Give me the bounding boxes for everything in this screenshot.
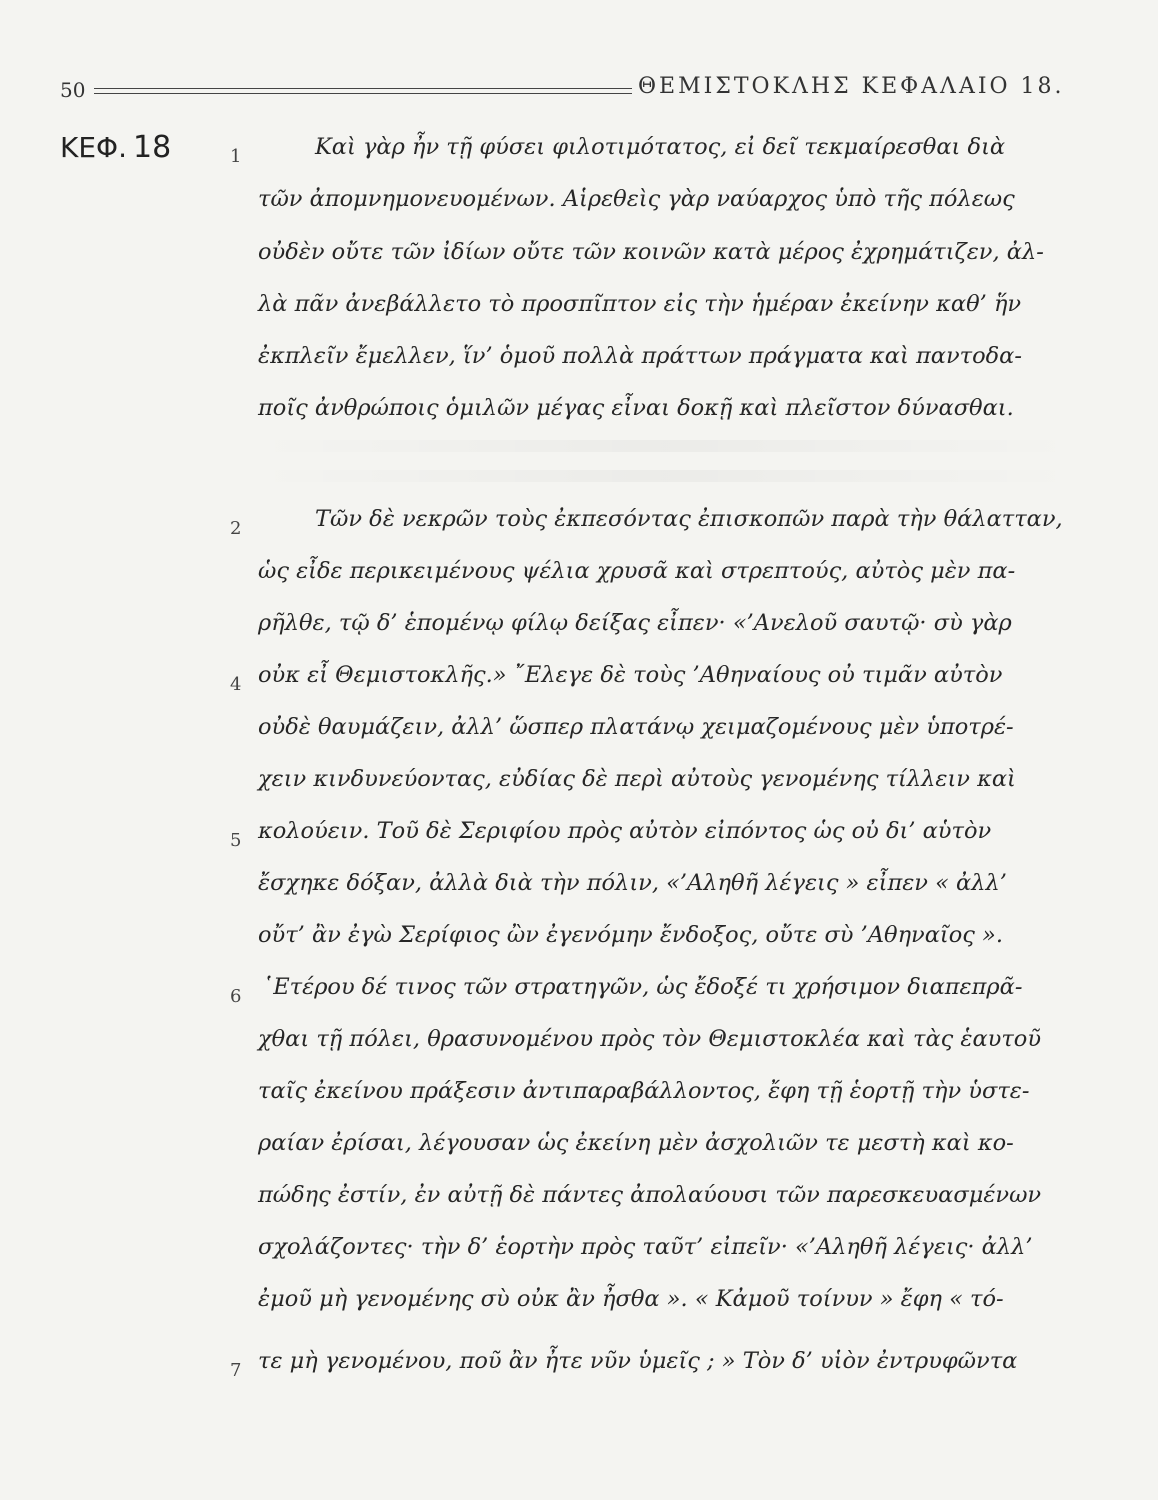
bleed-through-band [250,440,1080,452]
text-line: τε μὴ γενομένου, ποῦ ἂν ἦτε νῦν ὑμεῖς ; » Τὸν δ’ υἱὸν ἐντρυφῶντα [258,1348,1018,1374]
running-title: ΘΕΜΙΣΤΟΚΛΗΣ ΚΕΦΑΛΑΙΟ 18. [638,74,1065,99]
text-line: τῶν ἀπομνημονευομένων. Αἱρεθεὶς γὰρ ναύαρχος ὑπὸ τῆς πόλεως [258,186,1015,212]
section-marker: 7 [230,1360,242,1381]
text-line: ποῖς ἀνθρώποις ὁμιλῶν μέγας εἶναι δοκῇ καὶ πλεῖστον δύνασθαι. [258,395,1014,421]
text-line: ρῆλθε, τῷ δ’ ἑπομένῳ φίλῳ δείξας εἶπεν· «’Ανελοῦ σαυτῷ· σὺ γὰρ [258,610,1012,636]
text-line: λὰ πᾶν ἀνεβάλλετο τὸ προσπῖπτον εἰς τὴν ἡμέραν ἐκείνην καθ’ ἥν [258,291,1022,317]
text-line: ῾Ετέρου δέ τινος τῶν στρατηγῶν, ὡς ἔδοξέ τι χρήσιμον διαπεπρᾶ- [262,974,1023,1000]
section-marker: 2 [230,518,242,539]
section-marker: 5 [230,830,242,851]
chapter-label [60,130,171,165]
text-line: Καὶ γὰρ ἦν τῇ φύσει φιλοτιμότατος, εἰ δεῖ τεκμαίρεσθαι διὰ [315,134,1006,160]
bleed-through-band [250,470,1080,482]
section-marker: 6 [230,986,242,1007]
header-rule [94,88,632,89]
text-line: πώδης ἐστίν, ἐν αὐτῇ δὲ πάντες ἀπολαύουσι τῶν παρεσκευασμένων [258,1182,1042,1208]
text-line: ὡς εἶδε περικειμένους ψέλια χρυσᾶ καὶ στρεπτούς, αὐτὸς μὲν πα- [258,558,1016,584]
running-header [60,72,1080,108]
header-rule-second [94,93,632,94]
text-line: ραίαν ἐρίσαι, λέγουσαν ὡς ἐκείνη μὲν ἀσχολιῶν τε μεστὴ καὶ κο- [258,1130,1014,1156]
text-line: ταῖς ἐκείνου πράξεσιν ἀντιπαραβάλλοντος, ἔφη τῇ ἑορτῇ τὴν ὑστε- [258,1078,1030,1104]
section-marker: 1 [230,146,242,167]
section-marker: 4 [230,674,242,695]
text-line: χθαι τῇ πόλει, θρασυνομένου πρὸς τὸν Θεμιστοκλέα καὶ τὰς ἑαυτοῦ [258,1026,1042,1052]
text-line: σχολάζοντες· τὴν δ’ ἑορτὴν πρὸς ταῦτ’ εἰπεῖν· «’Αληθῆ λέγεις· ἀλλ’ [258,1234,1033,1260]
chapter-number: 18 [133,130,172,165]
text-line: ἐκπλεῖν ἔμελλεν, ἵν’ ὁμοῦ πολλὰ πράττων πράγματα καὶ παντοδα- [258,343,1022,369]
text-line: οὐδὲ θαυμάζειν, ἀλλ’ ὥσπερ πλατάνῳ χειμαζομένους μὲν ὑποτρέ- [258,714,1014,740]
text-line: χειν κινδυνεύοντας, εὐδίας δὲ περὶ αὐτοὺς γενομένης τίλλειν καὶ [258,766,1016,792]
text-line: ἐμοῦ μὴ γενομένης σὺ οὐκ ἂν ἦσθα ». « Κἀμοῦ τοίνυν » ἔφη « τό- [258,1286,1004,1312]
text-line: ἔσχηκε δόξαν, ἀλλὰ διὰ τὴν πόλιν, «’Αληθῆ λέγεις » εἶπεν « ἀλλ’ [258,870,1007,896]
text-line: οὔτ’ ἂν ἐγὼ Σερίφιος ὢν ἐγενόμην ἔνδοξος, οὔτε σὺ ’Αθηναῖος ». [258,922,1003,948]
text-line: οὐκ εἶ Θεμιστοκλῆς.» ῎Ελεγε δὲ τοὺς ’Αθηναίους οὐ τιμᾶν αὐτὸν [258,662,1003,688]
chapter-abbrev: ΚΕΦ. [60,131,127,164]
text-line: Τῶν δὲ νεκρῶν τοὺς ἐκπεσόντας ἐπισκοπῶν παρὰ τὴν θάλατταν, [315,506,1063,532]
text-line: οὐδὲν οὔτε τῶν ἰδίων οὔτε τῶν κοινῶν κατὰ μέρος ἐχρημάτιζεν, ἀλ- [258,239,1044,265]
text-line: κολούειν. Τοῦ δὲ Σεριφίου πρὸς αὐτὸν εἰπόντος ὡς οὐ δι’ αὑτὸν [258,818,992,844]
page-number: 50 [60,78,86,102]
